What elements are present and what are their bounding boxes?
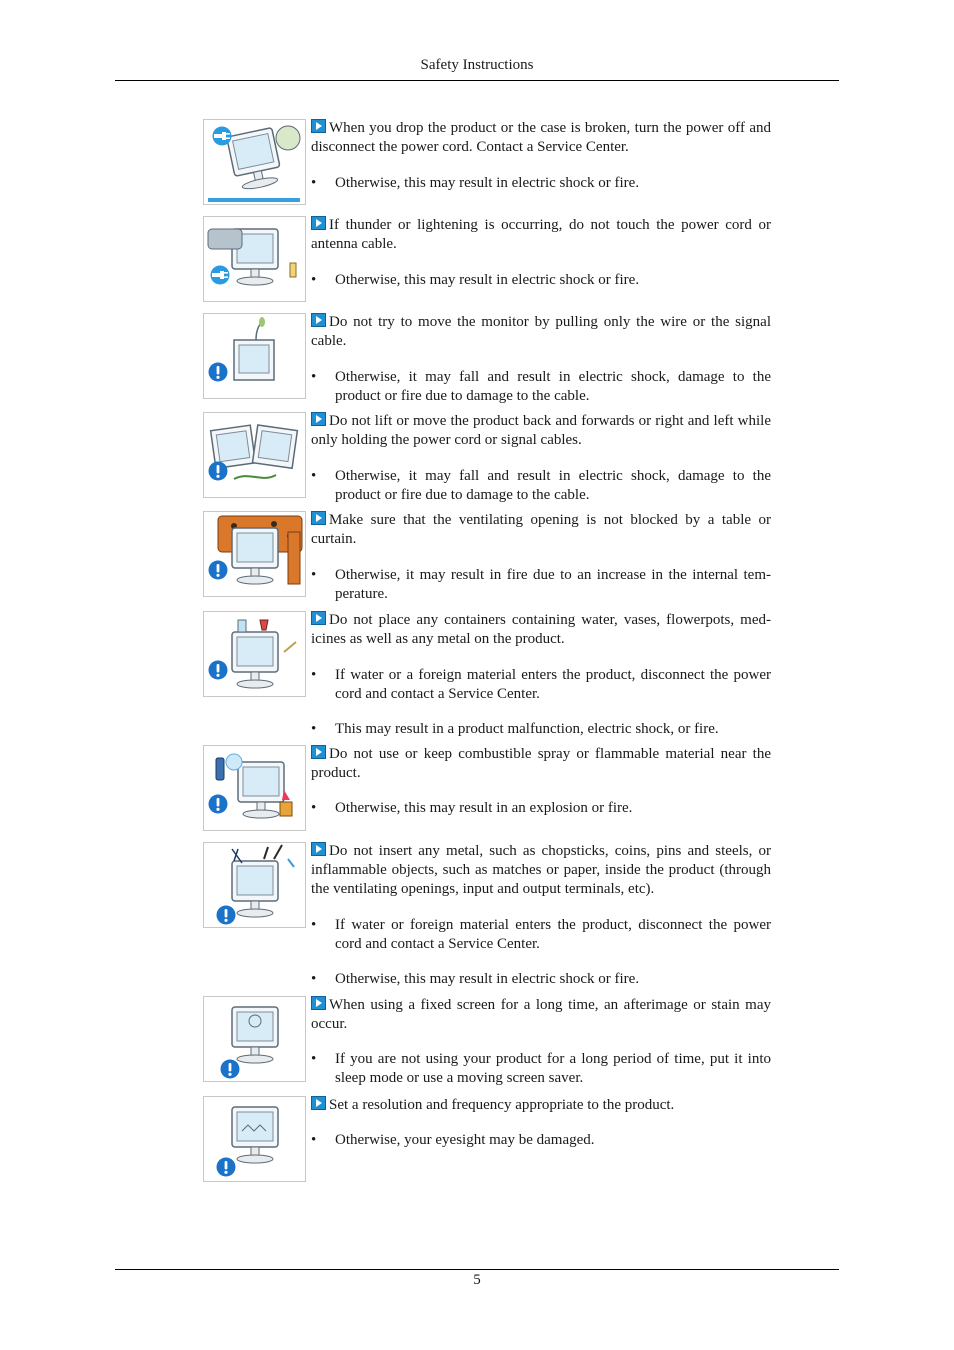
instruction-lead: Do not use or keep combustible spray or flammable material near the product.	[311, 746, 771, 781]
blue-arrow-icon	[311, 745, 326, 759]
pulling-cable-illustration	[203, 313, 306, 399]
instruction-lead: Set a resolution and frequency appropriate to the product.	[311, 1096, 771, 1115]
bullet-item: • This may result in a product malfunction, electric shock, or fire.	[311, 721, 719, 737]
bullet-item: • Otherwise, it may fall and result in electric shock, damage to the product or fire due to damage to the cable.	[311, 369, 771, 404]
blue-arrow-icon	[311, 119, 326, 133]
bullet-item: • Otherwise, this may result in an explosion or fire.	[311, 800, 633, 816]
instruction-lead: Make sure that the ventilating opening is not blocked by a table or curtain.	[311, 512, 771, 547]
blue-arrow-icon	[311, 216, 326, 230]
instruction-lead: Do not lift or move the product back and forwards or right and left while only holding the power cord or signal cables.	[311, 413, 771, 448]
instruction-lead: When you drop the product or the case is broken, turn the power off and disconnect the power cord. Contact a Service Center.	[311, 120, 771, 155]
flammable-spray-illustration	[203, 745, 306, 831]
dropped-monitor-illustration	[203, 119, 306, 205]
blocked-vent-illustration	[203, 511, 306, 597]
header-rule	[115, 80, 839, 81]
page-number: 5	[473, 1272, 481, 1288]
bullet-item: • If you are not using your product for a long period of time, put it into sleep mode or use a moving screen saver.	[311, 1051, 771, 1086]
bullet-item: • Otherwise, it may result in fire due to an increase in the internal tem-perature.	[311, 567, 771, 602]
inserting-metal-illustration	[203, 842, 306, 928]
bullet-item: • Otherwise, this may result in electric shock or fire.	[311, 175, 640, 191]
bullet-item: • Otherwise, this may result in electric shock or fire.	[311, 971, 640, 987]
containers-on-monitor-illustration	[203, 611, 306, 697]
instruction-lead: Do not insert any metal, such as chopsticks, coins, pins and steels, or inflammable objects, such as matches or paper, inside the product (through the ventilating openings, input and output terminals, etc).	[311, 843, 771, 897]
bullet-item: • Otherwise, it may fall and result in electric shock, damage to the product or fire due to damage to the cable.	[311, 468, 771, 503]
bullet-item: • Otherwise, your eyesight may be damaged.	[311, 1132, 595, 1148]
footer-rule	[115, 1269, 839, 1270]
blue-arrow-icon	[311, 842, 326, 856]
bullet-item: • If water or a foreign material enters the product, disconnect the power cord and contact a Service Center.	[311, 667, 771, 702]
blue-arrow-icon	[311, 1096, 326, 1110]
bullet-item: • If water or foreign material enters the product, disconnect the power cord and contact a Service Center.	[311, 917, 771, 952]
lifting-by-cord-illustration	[203, 412, 306, 498]
instruction-lead: When using a fixed screen for a long time, an afterimage or stain may occur.	[311, 997, 771, 1032]
blue-arrow-icon	[311, 611, 326, 625]
blue-arrow-icon	[311, 412, 326, 426]
bullet-item: • Otherwise, this may result in electric shock or fire.	[311, 272, 640, 288]
page-header-title: Safety Instructions	[420, 57, 534, 73]
blue-arrow-icon	[311, 313, 326, 327]
blue-arrow-icon	[311, 996, 326, 1010]
instruction-lead: If thunder or lightening is occurring, do not touch the power cord or antenna cable.	[311, 217, 771, 252]
resolution-illustration	[203, 1096, 306, 1182]
afterimage-illustration	[203, 996, 306, 1082]
blue-arrow-icon	[311, 511, 326, 525]
instruction-lead: Do not try to move the monitor by pulling only the wire or the signal cable.	[311, 314, 771, 349]
thunder-illustration	[203, 216, 306, 302]
instruction-lead: Do not place any containers containing water, vases, flowerpots, med-icines as well as any metal on the product.	[311, 612, 771, 647]
